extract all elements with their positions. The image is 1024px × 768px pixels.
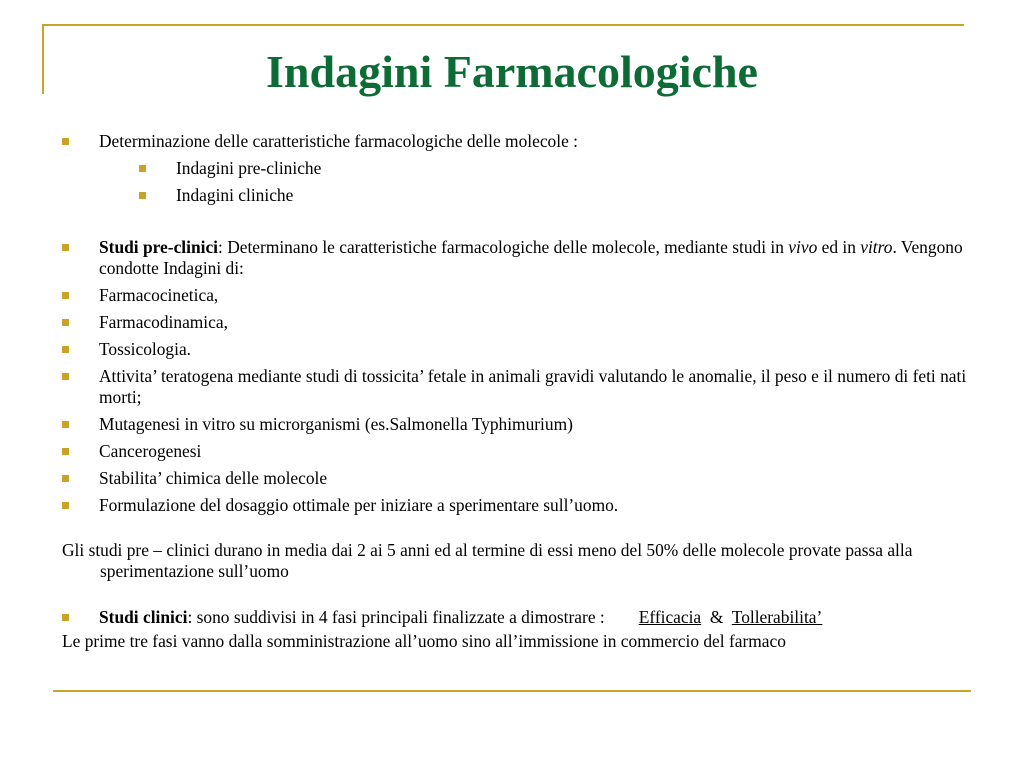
bullet-icon [62,373,69,380]
paragraph-fasi: Le prime tre fasi vanno dalla somministrazione all’uomo sino all’immissione in commercio del farmaco [62,631,786,651]
bullet-icon [62,448,69,455]
bullet-icon [62,502,69,509]
bullet-icon [62,421,69,428]
list-item: Stabilita’ chimica delle molecole [62,468,1012,489]
list-item: Attivita’ teratogena mediante studi di tossicita’ fetale in animali gravidi valutando le anomalie, il peso e il numero di feti nati morti; [62,366,1012,408]
list-item: Formulazione del dosaggio ottimale per iniziare a sperimentare sull’uomo. [62,495,1012,516]
paragraph-preclinici: Gli studi pre – clinici durano in media dai 2 ai 5 anni ed al termine di essi meno del 50% delle molecole provate passa alla sperimentazione sull’uomo [62,540,913,581]
bullet-icon [139,192,146,199]
bullet-icon [62,244,69,251]
efficacia-link[interactable]: Efficacia [638,607,702,627]
list-item: Cancerogenesi [62,441,1012,462]
list-item: Farmacodinamica, [62,312,1012,333]
list-item: Mutagenesi in vitro su microrganismi (es.Salmonella Typhimurium) [62,414,1012,435]
list-item: Indagini cliniche [62,185,1012,206]
list-item: Indagini pre-cliniche [62,158,1012,179]
slide-title: Indagini Farmacologiche [266,46,758,97]
list-item: Tossicologia. [62,339,1012,360]
slide-content [62,131,1012,652]
bullet-icon [62,292,69,299]
bullet-icon [62,475,69,482]
list-item: Determinazione delle caratteristiche farmacologiche delle molecole : [62,131,1012,152]
tollerabilita-link[interactable]: Tollerabilita’ [731,607,823,627]
bullet-icon [62,138,69,145]
bullet-icon [62,319,69,326]
bullet-icon [62,346,69,353]
list-item: Studi pre-clinici: Determinano le caratteristiche farmacologiche delle molecole, mediante studi in vivo ed in vitro. Vengono condotte Indagini di: [62,237,1012,279]
list-item: Farmacocinetica, [62,285,1012,306]
frame-bottom-line [53,690,971,692]
frame-top-line [42,24,964,26]
list-item: Studi clinici: sono suddivisi in 4 fasi principali finalizzate a dimostrare : Efficacia & Tollerabilita’ [62,607,1012,628]
bullet-icon [139,165,146,172]
bullet-icon [62,614,69,621]
